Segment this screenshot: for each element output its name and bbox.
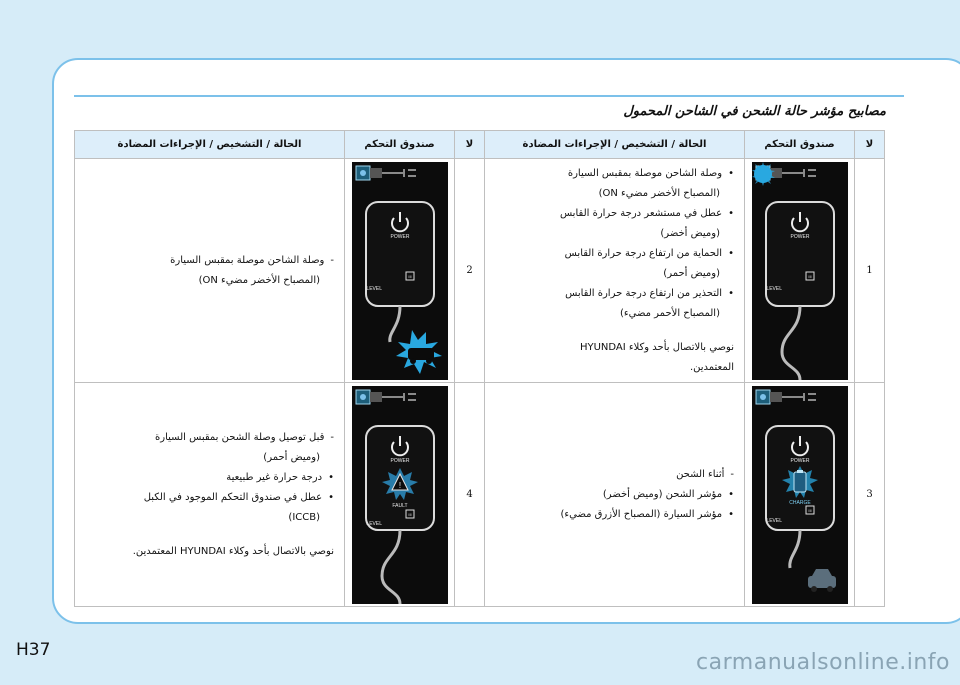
header-status-2: الحالة / التشخيص / الإجراءات المضادة — [75, 131, 345, 159]
level-badge: III — [807, 507, 812, 513]
status-1-note: نوصي بالاتصال بأحد وكلاء HYUNDAI — [579, 341, 734, 353]
status-1-bullet-1-detail: (المصباح الأخضر مضيء ON) — [598, 187, 720, 199]
status-description-4 — [75, 383, 345, 607]
plug-icon — [356, 390, 416, 404]
status-4-note: نوصي بالاتصال بأحد وكلاء HYUNDAI المعتمدين. — [132, 545, 334, 557]
row-number-4: 4 — [455, 383, 485, 607]
status-3-bullet-2: • مؤشر السيارة (المصباح الأزرق مضيء) — [493, 505, 734, 525]
charger-illustration-1 — [752, 162, 848, 380]
power-label: POWER — [390, 457, 409, 464]
blue-led-glow-icon — [752, 162, 775, 186]
page-number: H37 — [16, 640, 51, 660]
charger-illustration-2 — [352, 162, 448, 380]
status-description-2 — [75, 159, 345, 383]
fault-label: FAULT — [391, 502, 408, 509]
level-label: LEVEL — [365, 285, 382, 292]
row-number-3: 3 — [855, 383, 885, 607]
plug-icon — [756, 390, 816, 404]
status-4-bullet-1: • درجة حرارة غير طبيعية — [83, 468, 334, 488]
table-row — [75, 159, 885, 383]
level-badge: III — [407, 511, 412, 517]
row-number-2: 2 — [455, 159, 485, 383]
status-4-bullet-2: • عطل في صندوق التحكم الموجود في الكبل — [83, 488, 334, 508]
status-description-1 — [485, 159, 745, 383]
status-1-bullet-4: • التحذير من ارتفاع درجة حرارة القابس — [493, 284, 734, 304]
table-row — [75, 383, 885, 607]
level-badge: III — [407, 273, 412, 279]
status-1-note-2: المعتمدين. — [689, 361, 734, 373]
power-label: POWER — [390, 233, 409, 240]
top-rule — [74, 95, 904, 97]
header-no-2: لا — [455, 131, 485, 159]
plug-icon — [356, 166, 416, 180]
status-2-line-1-detail: (المصباح الأخضر مضيء ON) — [198, 274, 320, 286]
header-control-box-2: صندوق التحكم — [345, 131, 455, 159]
header-status: الحالة / التشخيص / الإجراءات المضادة — [485, 131, 745, 159]
status-3-bullet-1: • مؤشر الشحن (وميض أخضر) — [493, 485, 734, 505]
status-1-bullet-2: • عطل في مستشعر درجة حرارة القابس — [493, 204, 734, 224]
level-label: LEVEL — [765, 285, 782, 292]
control-box-image-3 — [745, 383, 855, 607]
status-1-bullet-1: • وصلة الشاحن موصلة بمقبس السيارة — [493, 164, 734, 184]
status-4-line-1-detail: (وميض أحمر) — [263, 451, 320, 463]
power-label: POWER — [790, 457, 809, 464]
power-label: POWER — [790, 233, 809, 240]
status-description-3 — [485, 383, 745, 607]
charge-label: CHARGE — [788, 499, 811, 506]
control-box-image-4 — [345, 383, 455, 607]
header-no: لا — [855, 131, 885, 159]
level-badge: III — [807, 273, 812, 279]
status-1-bullet-2-detail: (وميض أخضر) — [660, 227, 720, 239]
status-4-line-1: - قبل توصيل وصلة الشحن بمقبس السيارة — [83, 428, 334, 448]
status-3-line-1: - أثناء الشحن — [493, 465, 734, 485]
charger-illustration-3 — [752, 386, 848, 604]
header-control-box: صندوق التحكم — [745, 131, 855, 159]
car-glow-icon — [396, 330, 442, 374]
charger-illustration-4 — [352, 386, 448, 604]
row-number-1: 1 — [855, 159, 885, 383]
indicator-table — [74, 130, 885, 607]
status-1-bullet-3: • الحماية من ارتفاع درجة حرارة القابس — [493, 244, 734, 264]
control-box-image-1 — [745, 159, 855, 383]
status-2-line-1: - وصلة الشاحن موصلة بمقبس السيارة — [83, 251, 334, 271]
level-label: LEVEL — [365, 520, 382, 527]
watermark: carmanualsonline.info — [696, 650, 950, 675]
level-label: LEVEL — [765, 517, 782, 524]
table-header-row — [75, 131, 885, 159]
car-icon — [808, 569, 836, 592]
svg-text:!: ! — [398, 480, 401, 490]
status-1-bullet-4-detail: (المصباح الأحمر مضيء) — [620, 307, 720, 319]
status-1-bullet-3-detail: (وميض أحمر) — [663, 267, 720, 279]
section-title: مصابيح مؤشر حالة الشحن في الشاحن المحمول — [623, 104, 886, 119]
status-4-bullet-2-detail: (ICCB) — [288, 511, 320, 523]
control-box-image-2 — [345, 159, 455, 383]
